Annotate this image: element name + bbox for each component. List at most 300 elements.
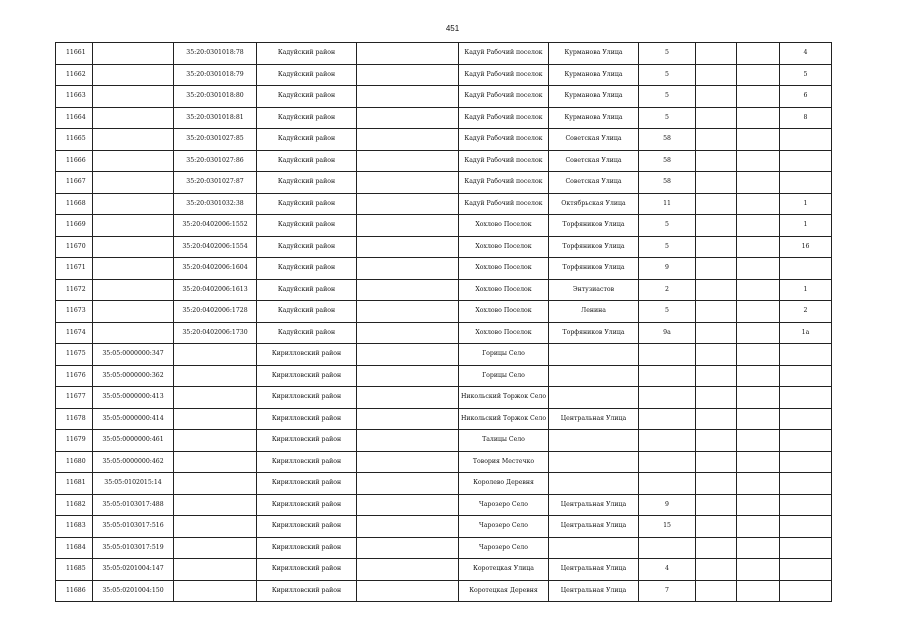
cell-cadastral-number-b: 35:20:0301027:86 [174,150,257,172]
table-row [56,129,832,151]
table-row [56,580,832,602]
cell-settlement: Кадуй Рабочий поселок [459,193,549,215]
cell-apartment [780,408,832,430]
cell-building [696,559,737,581]
cell-apartment [780,430,832,452]
cell-structure [737,301,780,323]
cell-district: Кирилловский район [257,559,357,581]
cell-street: Октябрьская Улица [549,193,639,215]
cell-cadastral-number-a [93,64,174,86]
cell-building [696,258,737,280]
cell-building [696,322,737,344]
cell-cadastral-number-a [93,301,174,323]
table-row [56,64,832,86]
cell-street: Энтузиастов [549,279,639,301]
cell-street: Советская Улица [549,129,639,151]
cell-street [549,537,639,559]
cell-building [696,236,737,258]
cell-house-number: 7 [639,580,696,602]
cell-street [549,344,639,366]
cell-record-number: 11677 [56,387,93,409]
cell-structure [737,172,780,194]
cell-building [696,408,737,430]
cell-street: Торфяников Улица [549,236,639,258]
cell-apartment [780,580,832,602]
cell-cadastral-number-b [174,451,257,473]
cell-street [549,430,639,452]
cell-cadastral-number-b [174,430,257,452]
table-row [56,408,832,430]
cell-settlement: Никольский Торжок Село [459,408,549,430]
cell-cadastral-number-b: 35:20:0301027:87 [174,172,257,194]
cell-cadastral-number-b: 35:20:0301018:81 [174,107,257,129]
cell-cadastral-number-a [93,107,174,129]
cell-settlement: Кадуй Рабочий поселок [459,43,549,65]
cell-cadastral-number-a: 35:05:0201004:150 [93,580,174,602]
cell-house-number: 5 [639,301,696,323]
cell-house-number: 5 [639,64,696,86]
cell-blank-col [357,537,459,559]
cell-record-number: 11669 [56,215,93,237]
cell-cadastral-number-b [174,537,257,559]
cell-settlement: Хохлово Поселок [459,322,549,344]
cell-settlement: Коротецкая Улица [459,559,549,581]
cell-blank-col [357,43,459,65]
cell-record-number: 11670 [56,236,93,258]
cell-blank-col [357,451,459,473]
table-row [56,86,832,108]
cell-blank-col [357,172,459,194]
cell-cadastral-number-a [93,150,174,172]
cell-district: Кадуйский район [257,172,357,194]
cell-street: Советская Улица [549,172,639,194]
cell-record-number: 11675 [56,344,93,366]
table-row [56,236,832,258]
cell-record-number: 11679 [56,430,93,452]
table-row [56,107,832,129]
cell-cadastral-number-a [93,322,174,344]
table-row [56,473,832,495]
table-row [56,279,832,301]
cell-cadastral-number-a [93,236,174,258]
table-row [56,258,832,280]
cell-building [696,86,737,108]
cell-structure [737,150,780,172]
cell-district: Кирилловский район [257,387,357,409]
table-row [56,516,832,538]
cell-house-number: 58 [639,129,696,151]
cell-cadastral-number-b [174,387,257,409]
cell-settlement: Хохлово Поселок [459,279,549,301]
cell-blank-col [357,258,459,280]
cell-district: Кирилловский район [257,451,357,473]
cell-structure [737,193,780,215]
cell-house-number: 58 [639,150,696,172]
cell-record-number: 11671 [56,258,93,280]
cell-blank-col [357,301,459,323]
cell-blank-col [357,215,459,237]
page-number: 451 [445,24,460,33]
cell-structure [737,107,780,129]
cell-cadastral-number-a: 35:05:0000000:462 [93,451,174,473]
cell-cadastral-number-a [93,43,174,65]
cell-cadastral-number-a [93,215,174,237]
cell-settlement: Кадуй Рабочий поселок [459,129,549,151]
cell-cadastral-number-b [174,559,257,581]
cell-district: Кадуйский район [257,215,357,237]
cell-blank-col [357,365,459,387]
cell-apartment: 6 [780,86,832,108]
cell-blank-col [357,64,459,86]
cell-settlement: Кадуй Рабочий поселок [459,107,549,129]
cell-record-number: 11661 [56,43,93,65]
cell-settlement: Коротецкая Деревня [459,580,549,602]
cell-record-number: 11678 [56,408,93,430]
cell-street: Курманова Улица [549,86,639,108]
cell-street [549,473,639,495]
cell-district: Кадуйский район [257,236,357,258]
cell-settlement: Чарозеро Село [459,537,549,559]
cell-structure [737,387,780,409]
cell-record-number: 11674 [56,322,93,344]
cell-settlement: Королево Деревня [459,473,549,495]
cell-building [696,279,737,301]
cell-building [696,516,737,538]
cell-house-number [639,430,696,452]
cell-building [696,64,737,86]
cell-house-number: 5 [639,86,696,108]
cell-cadastral-number-a [93,258,174,280]
cell-apartment [780,387,832,409]
cell-street [549,451,639,473]
cell-cadastral-number-b [174,344,257,366]
cell-structure [737,322,780,344]
cell-street: Курманова Улица [549,64,639,86]
cell-cadastral-number-b: 35:20:0402006:1728 [174,301,257,323]
cell-blank-col [357,193,459,215]
cell-building [696,473,737,495]
cell-record-number: 11682 [56,494,93,516]
cell-street: Торфяников Улица [549,215,639,237]
cell-structure [737,43,780,65]
cell-cadastral-number-a: 35:05:0000000:347 [93,344,174,366]
cell-cadastral-number-a [93,86,174,108]
cell-structure [737,365,780,387]
cell-building [696,215,737,237]
cell-record-number: 11685 [56,559,93,581]
cell-apartment [780,494,832,516]
cell-cadastral-number-b [174,473,257,495]
cell-structure [737,559,780,581]
cell-street [549,387,639,409]
cell-structure [737,430,780,452]
cell-apartment [780,258,832,280]
cell-building [696,172,737,194]
cell-record-number: 11667 [56,172,93,194]
cell-district: Кадуйский район [257,64,357,86]
cell-blank-col [357,580,459,602]
cell-settlement: Кадуй Рабочий поселок [459,150,549,172]
cell-structure [737,451,780,473]
table-row [56,365,832,387]
cell-blank-col [357,107,459,129]
cell-record-number: 11664 [56,107,93,129]
cell-building [696,387,737,409]
cell-district: Кадуйский район [257,301,357,323]
cell-house-number: 2 [639,279,696,301]
cell-cadastral-number-b: 35:20:0402006:1552 [174,215,257,237]
cell-structure [737,344,780,366]
cell-district: Кирилловский район [257,344,357,366]
cell-house-number: 5 [639,43,696,65]
cell-structure [737,64,780,86]
cell-apartment: 8 [780,107,832,129]
cell-street: Центральная Улица [549,580,639,602]
cell-cadastral-number-a: 35:05:0103017:488 [93,494,174,516]
cell-apartment [780,559,832,581]
cell-settlement: Товория Местечко [459,451,549,473]
cell-district: Кирилловский район [257,430,357,452]
cell-blank-col [357,516,459,538]
cell-apartment: 1 [780,279,832,301]
cell-record-number: 11686 [56,580,93,602]
cell-district: Кадуйский район [257,43,357,65]
cell-district: Кадуйский район [257,279,357,301]
cell-cadastral-number-b [174,580,257,602]
cell-cadastral-number-b [174,408,257,430]
cell-settlement: Чарозеро Село [459,494,549,516]
cell-record-number: 11683 [56,516,93,538]
cell-building [696,451,737,473]
cell-record-number: 11684 [56,537,93,559]
cell-cadastral-number-a: 35:05:0103017:519 [93,537,174,559]
cell-cadastral-number-a: 35:05:0000000:413 [93,387,174,409]
cell-structure [737,129,780,151]
cell-house-number: 5 [639,215,696,237]
cell-apartment [780,365,832,387]
cell-cadastral-number-a: 35:05:0000000:414 [93,408,174,430]
cell-record-number: 11673 [56,301,93,323]
cell-structure [737,408,780,430]
cell-building [696,150,737,172]
cell-apartment: 16 [780,236,832,258]
cell-record-number: 11680 [56,451,93,473]
table-row [56,494,832,516]
cell-cadastral-number-b [174,365,257,387]
cell-apartment: 1 [780,215,832,237]
cell-cadastral-number-a: 35:05:0102015:14 [93,473,174,495]
cell-settlement: Кадуй Рабочий поселок [459,172,549,194]
cell-street: Центральная Улица [549,494,639,516]
cell-apartment: 1а [780,322,832,344]
cell-district: Кадуйский район [257,258,357,280]
cell-apartment [780,129,832,151]
cell-settlement: Чарозеро Село [459,516,549,538]
cell-district: Кирилловский район [257,473,357,495]
cell-cadastral-number-b: 35:20:0402006:1730 [174,322,257,344]
cell-blank-col [357,387,459,409]
cell-building [696,129,737,151]
cell-house-number: 4 [639,559,696,581]
cell-house-number: 9 [639,258,696,280]
table-row [56,451,832,473]
cell-street: Центральная Улица [549,408,639,430]
cell-record-number: 11666 [56,150,93,172]
cell-house-number: 5 [639,236,696,258]
cell-district: Кадуйский район [257,322,357,344]
cell-district: Кирилловский район [257,580,357,602]
cell-structure [737,279,780,301]
cell-house-number [639,473,696,495]
cell-apartment: 1 [780,193,832,215]
table-row [56,193,832,215]
cell-settlement: Хохлово Поселок [459,215,549,237]
cell-blank-col [357,408,459,430]
cell-house-number: 9а [639,322,696,344]
cell-cadastral-number-a [93,129,174,151]
cell-street: Центральная Улица [549,559,639,581]
cell-settlement: Никольский Торжок Село [459,387,549,409]
cell-cadastral-number-b: 35:20:0301032:38 [174,193,257,215]
cell-record-number: 11662 [56,64,93,86]
cell-settlement: Хохлово Поселок [459,236,549,258]
cell-house-number: 15 [639,516,696,538]
cell-street: Советская Улица [549,150,639,172]
cell-house-number [639,365,696,387]
cell-apartment: 5 [780,64,832,86]
cell-settlement: Хохлово Поселок [459,301,549,323]
cell-blank-col [357,344,459,366]
cell-house-number: 11 [639,193,696,215]
cell-apartment: 4 [780,43,832,65]
cell-record-number: 11665 [56,129,93,151]
cell-record-number: 11672 [56,279,93,301]
cell-cadastral-number-a [93,193,174,215]
cell-cadastral-number-b: 35:20:0402006:1554 [174,236,257,258]
cell-house-number [639,344,696,366]
cell-cadastral-number-b [174,494,257,516]
cell-blank-col [357,279,459,301]
table-row [56,322,832,344]
cell-blank-col [357,322,459,344]
cell-structure [737,215,780,237]
cell-record-number: 11676 [56,365,93,387]
table-row [56,215,832,237]
cell-building [696,537,737,559]
cell-house-number [639,387,696,409]
cell-settlement: Горицы Село [459,344,549,366]
cell-street: Курманова Улица [549,43,639,65]
cell-district: Кирилловский район [257,408,357,430]
cell-house-number [639,408,696,430]
cell-structure [737,537,780,559]
cell-building [696,580,737,602]
cell-house-number: 58 [639,172,696,194]
cell-cadastral-number-b [174,516,257,538]
cell-apartment [780,172,832,194]
cell-settlement: Кадуй Рабочий поселок [459,64,549,86]
cell-structure [737,236,780,258]
cell-structure [737,473,780,495]
cell-street: Ленина [549,301,639,323]
cell-house-number: 5 [639,107,696,129]
cell-building [696,344,737,366]
cell-building [696,365,737,387]
cell-cadastral-number-b: 35:20:0301018:80 [174,86,257,108]
cell-structure [737,258,780,280]
cell-building [696,301,737,323]
cell-blank-col [357,129,459,151]
table-row [56,301,832,323]
cell-district: Кирилловский район [257,494,357,516]
cell-cadastral-number-a: 35:05:0103017:516 [93,516,174,538]
cell-cadastral-number-a [93,172,174,194]
cell-blank-col [357,236,459,258]
cell-building [696,193,737,215]
cell-cadastral-number-a: 35:05:0000000:461 [93,430,174,452]
cell-settlement: Кадуй Рабочий поселок [459,86,549,108]
cell-record-number: 11668 [56,193,93,215]
cell-building [696,107,737,129]
cell-blank-col [357,86,459,108]
table-row [56,430,832,452]
cell-cadastral-number-a: 35:05:0000000:362 [93,365,174,387]
cell-blank-col [357,430,459,452]
cell-cadastral-number-b: 35:20:0402006:1604 [174,258,257,280]
cell-district: Кадуйский район [257,150,357,172]
table-row [56,43,832,65]
cell-house-number [639,537,696,559]
cell-cadastral-number-b: 35:20:0301018:78 [174,43,257,65]
table-row [56,172,832,194]
cell-building [696,43,737,65]
cell-structure [737,86,780,108]
cell-apartment [780,451,832,473]
cell-settlement: Талицы Село [459,430,549,452]
cell-apartment [780,537,832,559]
cell-district: Кадуйский район [257,86,357,108]
cell-apartment [780,150,832,172]
cell-apartment [780,473,832,495]
cell-blank-col [357,473,459,495]
cell-building [696,494,737,516]
cell-house-number: 9 [639,494,696,516]
cell-structure [737,494,780,516]
table-row [56,559,832,581]
table-row [56,537,832,559]
cell-blank-col [357,494,459,516]
table-row [56,150,832,172]
table-row [56,387,832,409]
cell-district: Кирилловский район [257,516,357,538]
cell-apartment [780,516,832,538]
cell-structure [737,580,780,602]
cell-record-number: 11681 [56,473,93,495]
cell-district: Кадуйский район [257,129,357,151]
cell-street: Центральная Улица [549,516,639,538]
cell-street: Торфяников Улица [549,258,639,280]
cell-district: Кадуйский район [257,193,357,215]
cell-structure [737,516,780,538]
cell-cadastral-number-a: 35:05:0201004:147 [93,559,174,581]
cell-settlement: Хохлово Поселок [459,258,549,280]
cell-apartment: 2 [780,301,832,323]
cell-street [549,365,639,387]
cell-street: Торфяников Улица [549,322,639,344]
cell-apartment [780,344,832,366]
cell-settlement: Горицы Село [459,365,549,387]
table-row [56,344,832,366]
